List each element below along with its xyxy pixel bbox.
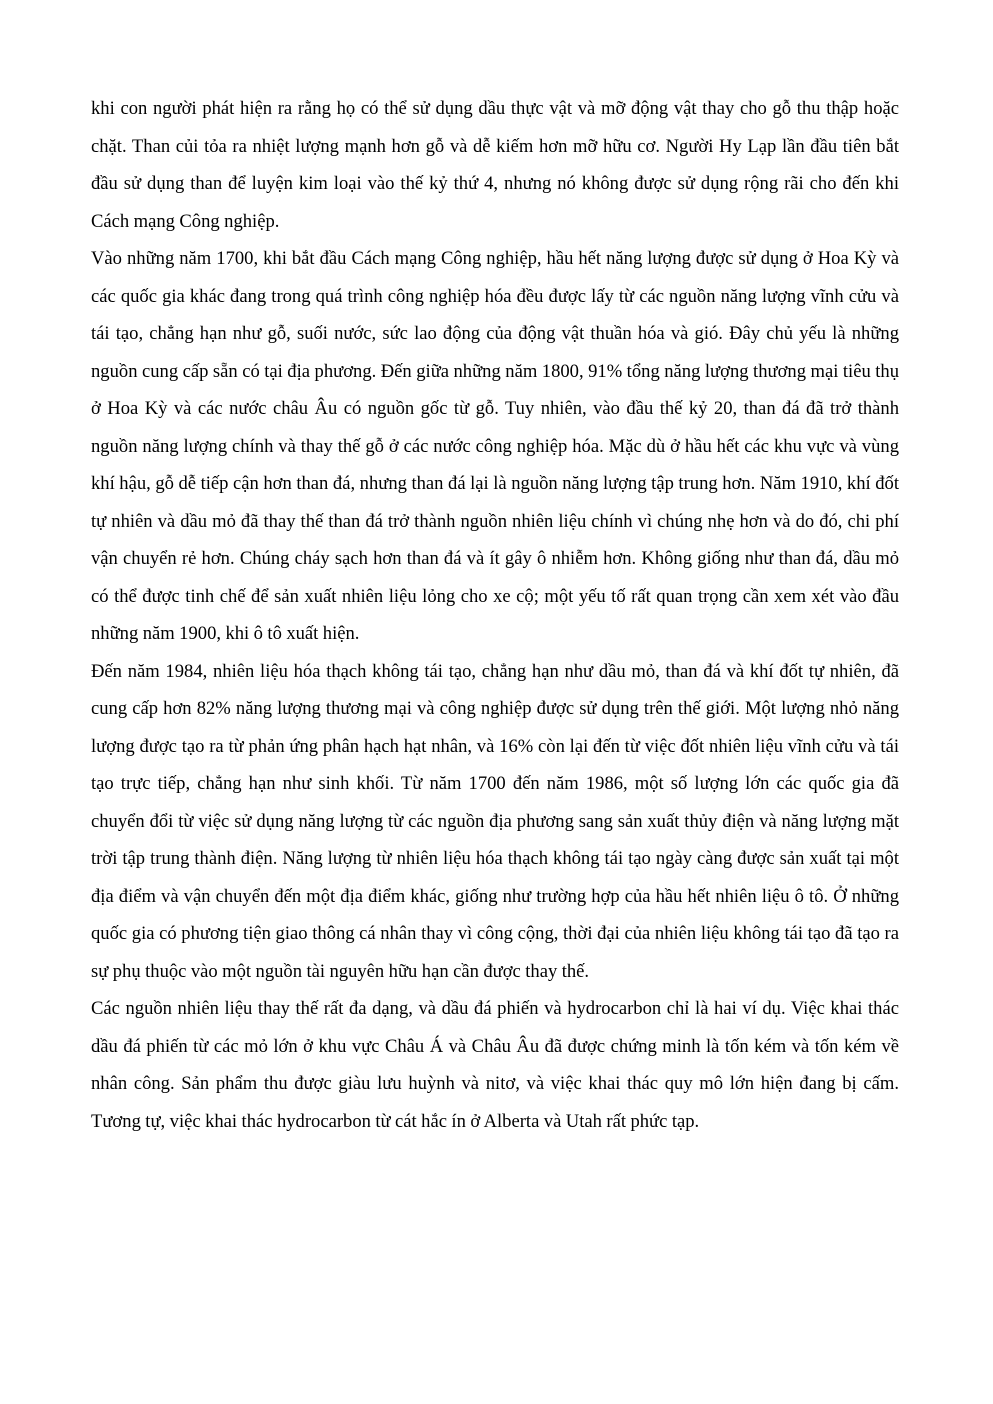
document-page	[91, 90, 899, 1140]
paragraph-1: khi con người phát hiện ra rằng họ có thể sử dụng dầu thực vật và mỡ động vật thay cho gỗ thu thập hoặc chặt. Than củi tỏa ra nhiệt lượng mạnh hơn gỗ và dễ kiếm hơn mỡ hữu cơ. Người Hy Lạp lần đầu tiên bắt đầu sử dụng than để luyện kim loại vào thế kỷ thứ 4, nhưng nó không được sử dụng rộng rãi cho đến khi Cách mạng Công nghiệp.	[91, 98, 899, 232]
paragraph-4: Các nguồn nhiên liệu thay thế rất đa dạng, và dầu đá phiến và hydrocarbon chỉ là hai ví dụ. Việc khai thác dầu đá phiến từ các mỏ lớn ở khu vực Châu Á và Châu Âu đã được chứng minh là tốn kém và tốn kém về nhân công. Sản phẩm thu được giàu lưu huỳnh và nitơ, và việc khai thác quy mô lớn hiện đang bị cấm. Tương tự, việc khai thác hydrocarbon từ cát hắc ín ở Alberta và Utah rất phức tạp.	[91, 998, 899, 1132]
paragraph-3: Đến năm 1984, nhiên liệu hóa thạch không tái tạo, chẳng hạn như dầu mỏ, than đá và khí đốt tự nhiên, đã cung cấp hơn 82% năng lượng thương mại và công nghiệp được sử dụng trên thế giới. Một lượng nhỏ năng lượng được tạo ra từ phản ứng phân hạch hạt nhân, và 16% còn lại đến từ việc đốt nhiên liệu vĩnh cửu và tái tạo trực tiếp, chẳng hạn như sinh khối. Từ năm 1700 đến năm 1986, một số lượng lớn các quốc gia đã chuyển đổi từ việc sử dụng năng lượng từ các nguồn địa phương sang sản xuất thủy điện và năng lượng mặt trời tập trung thành điện. Năng lượng từ nhiên liệu hóa thạch không tái tạo ngày càng được sản xuất tại một địa điểm và vận chuyển đến một địa điểm khác, giống như trường hợp của hầu hết nhiên liệu ô tô. Ở những quốc gia có phương tiện giao thông cá nhân thay vì công cộng, thời đại của nhiên liệu không tái tạo đã tạo ra sự phụ thuộc vào một nguồn tài nguyên hữu hạn cần được thay thế.	[91, 660, 899, 982]
paragraph-2: Vào những năm 1700, khi bắt đầu Cách mạng Công nghiệp, hầu hết năng lượng được sử dụng ở Hoa Kỳ và các quốc gia khác đang trong quá trình công nghiệp hóa đều được lấy từ các nguồn năng lượng vĩnh cửu và tái tạo, chẳng hạn như gỗ, suối nước, sức lao động của động vật thuần hóa và gió. Đây chủ yếu là những nguồn cung cấp sẵn có tại địa phương. Đến giữa những năm 1800, 91% tổng năng lượng thương mại tiêu thụ ở Hoa Kỳ và các nước châu Âu có nguồn gốc từ gỗ. Tuy nhiên, vào đầu thế kỷ 20, than đá đã trở thành nguồn năng lượng chính và thay thế gỗ ở các nước công nghiệp hóa. Mặc dù ở hầu hết các khu vực và vùng khí hậu, gỗ dễ tiếp cận hơn than đá, nhưng than đá lại là nguồn năng lượng tập trung hơn. Năm 1910, khí đốt tự nhiên và dầu mỏ đã thay thế than đá trở thành nguồn nhiên liệu chính vì chúng nhẹ hơn và do đó, chi phí vận chuyển rẻ hơn. Chúng cháy sạch hơn than đá và ít gây ô nhiễm hơn. Không giống như than đá, dầu mỏ có thể được tinh chế để sản xuất nhiên liệu lỏng cho xe cộ; một yếu tố rất quan trọng cần xem xét vào đầu những năm 1900, khi ô tô xuất hiện.	[91, 248, 899, 644]
